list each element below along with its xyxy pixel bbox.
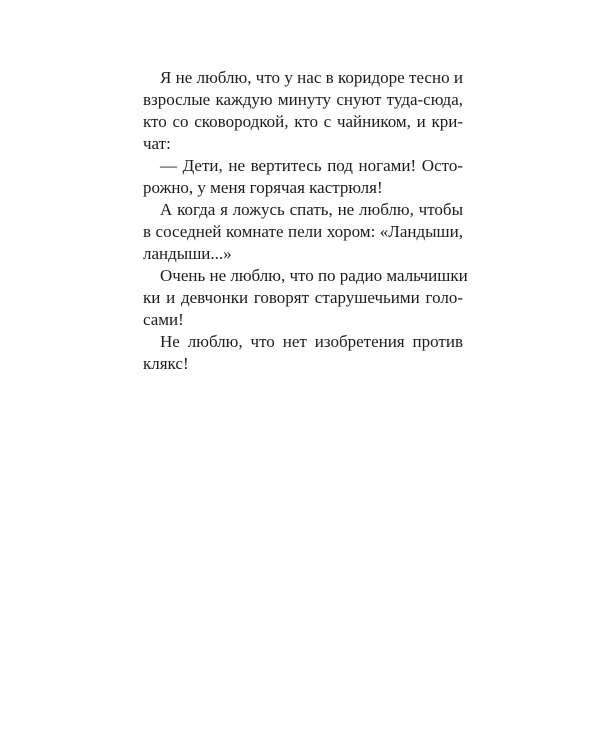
text-line: А когда я ложусь спать, не люблю, чтобы xyxy=(160,200,463,219)
text-line: рожно, у меня горячая кастрюля! xyxy=(143,178,383,197)
text-line: в соседней комнате пели хором: «Ландыши, xyxy=(143,222,463,241)
text-line: Я не люблю, что у нас в коридоре тесно и xyxy=(160,68,463,87)
text-line: Не люблю, что нет изобретения против xyxy=(160,332,463,351)
text-line: взрослые каждую минуту снуют туда-сюда, xyxy=(143,90,463,109)
text-line: — Дети, не вертитесь под ногами! Осто- xyxy=(160,156,463,175)
text-line: Очень не люблю, что по радио мальчишки xyxy=(160,266,468,285)
text-line: ландыши...» xyxy=(143,244,232,263)
page-text xyxy=(143,67,468,375)
text-line: ки и девчонки говорят старушечьими голо- xyxy=(143,288,463,307)
text-line: чат: xyxy=(143,134,171,153)
text-line: сами! xyxy=(143,310,184,329)
text-line: клякс! xyxy=(143,354,189,373)
text-line: кто со сковородкой, кто с чайником, и кри- xyxy=(143,112,463,131)
